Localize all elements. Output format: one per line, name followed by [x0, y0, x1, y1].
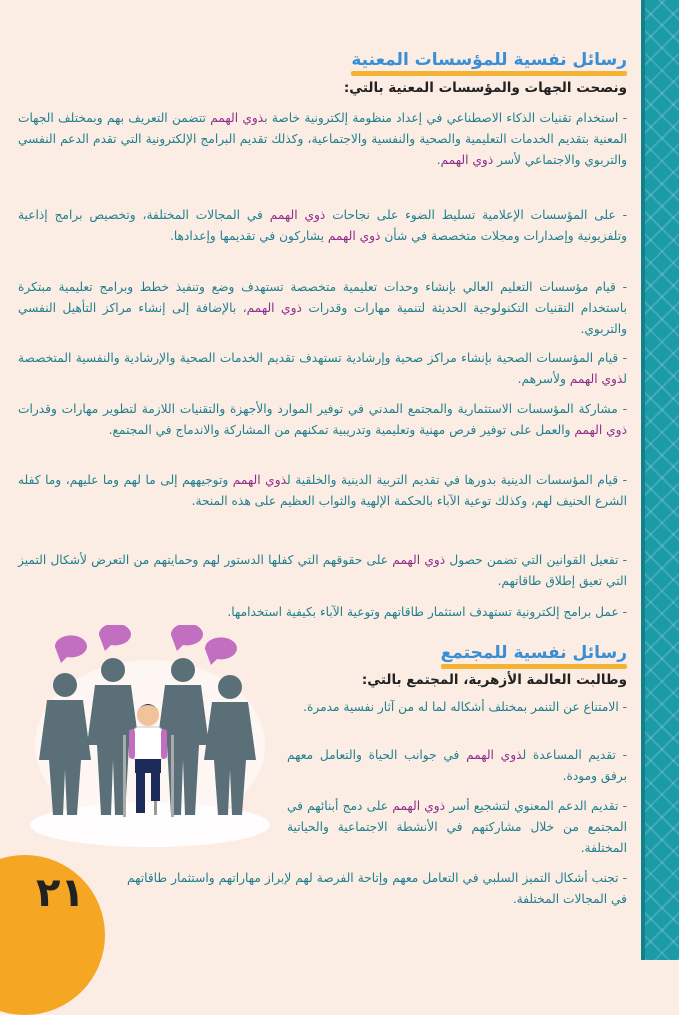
list-item: - تقديم المساعدة لذوي الهمم في جوانب الحياة والتعامل معهم برفق ومودة. [287, 748, 627, 783]
list-item: - الامتناع عن التنمر بمختلف أشكاله لما له من آثار نفسية مدمرة. [303, 700, 627, 714]
list-item: - تقديم الدعم المعنوي لتشجيع أسر ذوي الهمم على دمج أبنائهم في المجتمع من خلال مشاركتهم في الأنشطة الاجتماعية والحياتية المختلفة. [287, 799, 627, 855]
list-item: - قيام مؤسسات التعليم العالي بإنشاء وحدات تعليمية متخصصة تستهدف وضع وتنفيذ خطط وبرامج تعليمية مبتكرة باستخدام التقنيات التكنولوجية الحديثة لتنمية مهارات وقدرات ذوي الهمم، بالإضافة إلى إنشاء مراكز التأهيل النفسي والتربوي. [18, 280, 627, 336]
list-item: - تفعيل القوانين التي تضمن حصول ذوي الهمم على حقوقهم التي كفلها الدستور لهم وحمايتهم من التعرض لأشكال التميز التي تعيق إطلاق طاقاتهم. [18, 553, 627, 588]
speech-bubble-icon [55, 635, 87, 663]
section1-intro: ونصحت الجهات والمؤسسات المعنية بالتي: [343, 80, 627, 96]
list-item: - على المؤسسات الإعلامية تسليط الضوء على نجاحات ذوي الهمم في المجالات المختلفة، وتخصيص برامج إذاعية وتلفزيونية وإصدارات ومجلات متخصصة في شأن ذوي الهمم يشاركون في تقديمها وإعدادها. [18, 208, 627, 243]
list-item: - مشاركة المؤسسات الاستثمارية والمجتمع المدني في توفير الموارد والأجهزة والتقنيات اللازمة لتطوير مهارات وقدرات ذوي الهمم والعمل على توفير فرص مهنية وتعليمية وتدريبية تمكنهم من المشاركة والاندماج في المجتمع. [18, 402, 627, 437]
heading-underline [351, 71, 627, 76]
list-item: - قيام المؤسسات الصحية بإنشاء مراكز صحية وإرشادية تستهدف تقديم الخدمات الصحية والإرشادية والنفسية المتخصصة لذوي الهمم ولأسرهم. [18, 351, 627, 386]
section1-title: رسائل نفسية للمؤسسات المعنية [351, 50, 627, 70]
speech-bubble-icon [171, 625, 203, 651]
speech-bubble-icon [99, 625, 131, 651]
people-group-illustration [25, 625, 285, 850]
decorative-side-strip [645, 0, 679, 960]
decorative-strip-edge [641, 0, 645, 960]
heading-underline [441, 664, 627, 669]
section2-heading [441, 643, 627, 671]
section2-title: رسائل نفسية للمجتمع [440, 643, 627, 663]
list-item: - عمل برامج إلكترونية تستهدف استثمار طاقاتهم وتوعية الآباء بكيفية استخدامها. [227, 605, 627, 619]
list-item: - قيام المؤسسات الدينية بدورها في تقديم التربية الدينية والخلقية لذوي الهمم وتوجيههم إلى ما لهم وما عليهم، وما كفله الشرع الحنيف لهم، وكذلك توعية الآباء بالحكمة الإلهية والثواب العظيم على هذه المنحة. [18, 473, 627, 508]
list-item: - تجنب أشكال التميز السلبي في التعامل معهم وإتاحة الفرصة لهم لإبراز مهاراتهم واستثمار طاقاتهم في المجالات المختلفة. [127, 871, 627, 906]
page-number: ٢١ [36, 870, 85, 916]
section1-heading [351, 50, 627, 78]
list-item: - استخدام تقنيات الذكاء الاصطناعي في إعداد منظومة إلكترونية خاصة بذوي الهمم تتضمن التعريف بهم وبمختلف الجهات المعنية بتقديم الخدمات التعليمية والصحية والنفسية والاجتماعية، وكذلك تقديم البرامج الإلكترونية التي تقدم الدعم النفسي والتربوي والاجتماعي لأسر ذوي الهمم. [18, 111, 627, 167]
speech-bubble-icon [205, 637, 237, 665]
section2-intro: وطالبت العالمة الأزهرية، المجتمع بالتي: [361, 672, 627, 688]
